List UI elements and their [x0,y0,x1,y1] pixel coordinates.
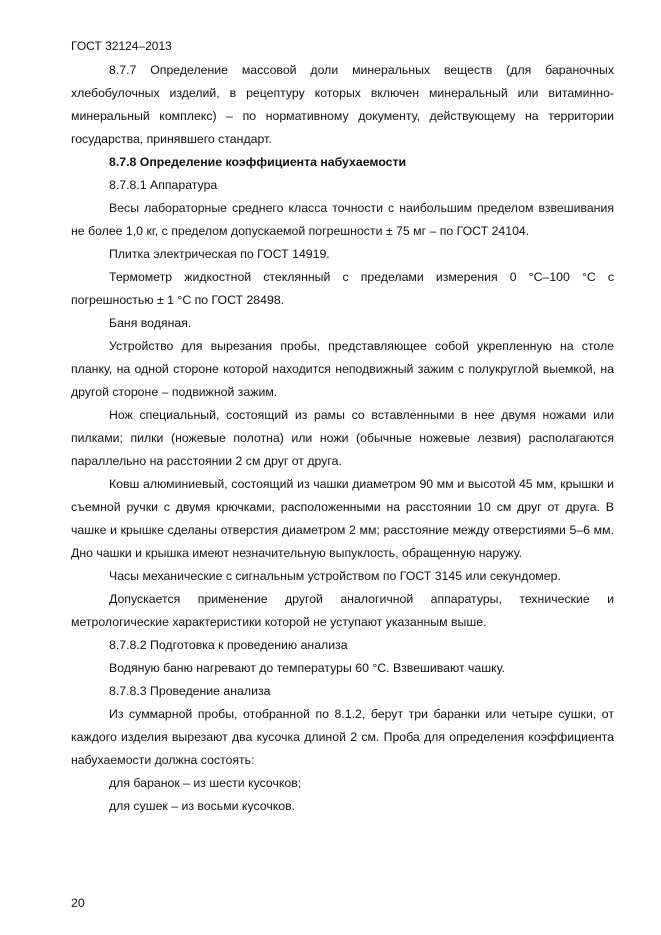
paragraph-clock: Часы механические с сигнальным устройством по ГОСТ 3145 или секундомер. [109,569,561,583]
paragraph-thermometer: Термометр жидкостной стеклянный с пределами измерения 0 °С–100 °С с погрешностью ± 1 °С по ГОСТ 28498. [71,270,614,307]
paragraph-other-apparatus: Допускается применение другой аналогичной аппаратуры, технические и метрологические характеристики которой не уступают указанным выше. [71,592,614,629]
subsection-heading-8-7-8-1: 8.7.8.1 Аппаратура [109,178,218,192]
document-header [71,38,172,54]
paragraph-knife: Нож специальный, состоящий из рамы со вставленными в нее двумя ножами или пилками; пилки (ножевые полотна) или ножи (обычные ножевые лезвия) располагаются параллельно на расстоянии 2 см друг от друга. [71,408,614,468]
paragraph-water-bath: Баня водяная. [109,316,192,330]
paragraph-cutting-device: Устройство для вырезания пробы, представляющее собой укрепленную на столе планку, на одной стороне которой находится неподвижный зажим с полукруглой выемкой, на другой стороне – подвижной зажим. [71,339,614,399]
paragraph-hotplate: Плитка электрическая по ГОСТ 14919. [109,247,330,261]
paragraph-heating: Водяную баню нагревают до температуры 60 °С. Взвешивают чашку. [109,661,505,675]
paragraph-ladle: Ковш алюминиевый, состоящий из чашки диаметром 90 мм и высотой 45 мм, крышки и съемной ручки с двумя крючками, расположенными на расстоянии 10 см друг от друга. В чашке и крышке сделаны отверстия диаметром 2 мм; расстояние между отверстиями 5–6 мм. Дно чашки и крышка имеют незначительную выпуклость, обращенную наружу. [71,477,614,560]
standard-id: ГОСТ 32124–2013 [71,39,172,53]
page-footer [71,895,85,911]
paragraph-sampling: Из суммарной пробы, отобранной по 8.1.2, берут три баранки или четыре сушки, от каждого изделия вырезают два кусочка длиной 2 см. Проба для определения коэффициента набухаемости должна состоять: [71,707,614,767]
section-heading-8-7-8: 8.7.8 Определение коэффициента набухаемости [109,155,407,169]
list-item-bagels: для баранок – из шести кусочков; [109,776,302,790]
subsection-heading-8-7-8-3: 8.7.8.3 Проведение анализа [109,684,271,698]
document-body [71,59,614,818]
subsection-heading-8-7-8-2: 8.7.8.2 Подготовка к проведению анализа [109,638,348,652]
page-number: 20 [71,896,85,910]
list-item-rusks: для сушек – из восьми кусочков. [109,799,296,813]
paragraph-8-7-7: 8.7.7 Определение массовой доли минеральных веществ (для бараночных хлебобулочных изделий, в рецептуру которых включен минеральный или витаминно-минеральный комплекс) – по нормативному документу, действующему на территории государства, принявшего стандарт. [71,63,614,146]
paragraph-scales: Весы лабораторные среднего класса точности с наибольшим пределом взвешивания не более 1,0 кг, с пределом допускаемой погрешности ± 75 мг – по ГОСТ 24104. [71,201,614,238]
